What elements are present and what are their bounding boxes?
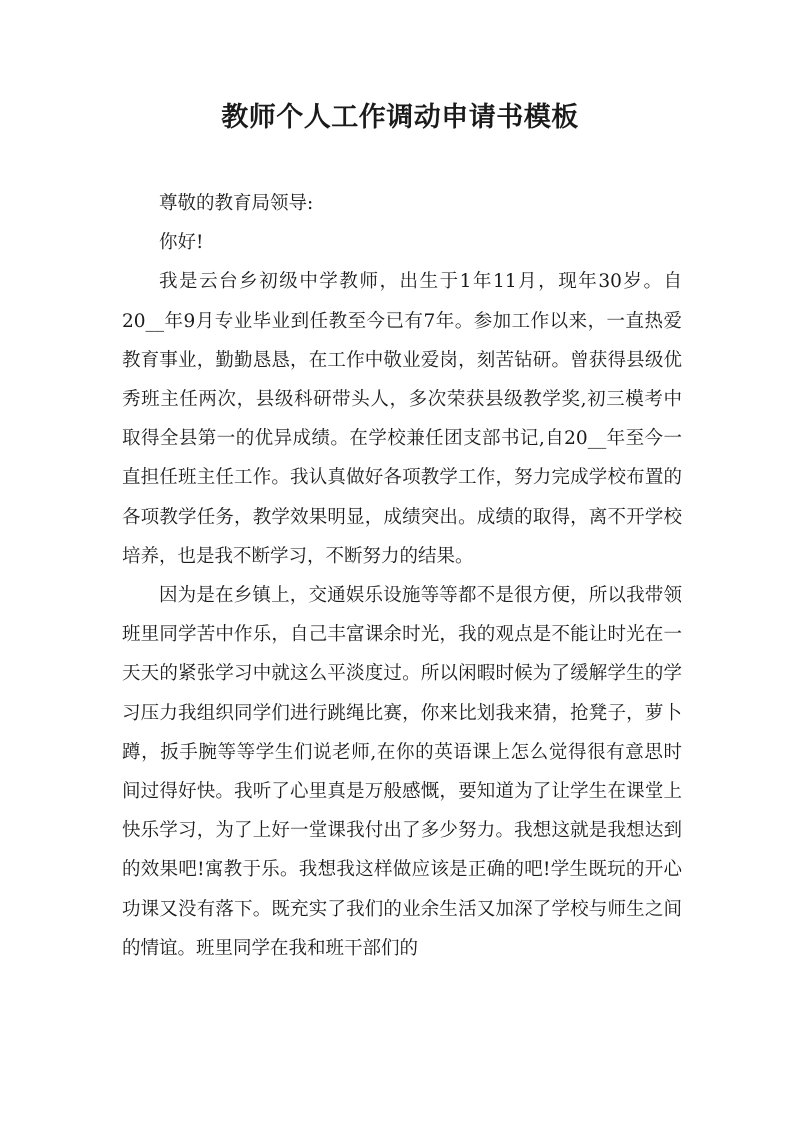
document-body xyxy=(122,184,682,968)
salutation: 尊敬的教育局领导: xyxy=(159,193,314,214)
paragraph: 我是云台乡初级中学教师，出生于1年11月，现年30岁。自20__年9月专业毕业到任教至今已有7年。参加工作以来，一直热爱教育事业，勤勤恳恳，在工作中敬业爱岗，刻苦钻研。曾获得县级优秀班主任两次，县级科研带头人，多次荣获县级教学奖,初三模考中取得全县第一的优异成绩。在学校兼任团支部书记,自20__年至今一直担任班主任工作。我认真做好各项教学工作，努力完成学校布置的各项教学任务，教学效果明显，成绩突出。成绩的取得，离不开学校培养，也是我不断学习，不断努力的结果。 xyxy=(122,271,682,567)
document-title: 教师个人工作调动申请书模板 xyxy=(221,102,579,133)
paragraph: 因为是在乡镇上，交通娱乐设施等等都不是很方便，所以我带领班里同学苦中作乐，自己丰富课余时光，我的观点是不能让时光在一天天的紧张学习中就这么平淡度过。所以闲暇时候为了缓解学生的学习压力我组织同学们进行跳绳比赛，你来比划我来猜，抢凳子，萝卜蹲，扳手腕等等学生们说老师,在你的英语课上怎么觉得很有意思时间过得好快。我听了心里真是万般感慨，要知道为了让学生在课堂上快乐学习，为了上好一堂课我付出了多少努力。我想这就是我想达到的效果吧!寓教于乐。我想我这样做应该是正确的吧!学生既玩的开心功课又没有落下。既充实了我们的业余生活又加深了学校与师生之间的情谊。班里同学在我和班干部们的 xyxy=(122,585,682,959)
greeting: 你好! xyxy=(159,232,204,254)
